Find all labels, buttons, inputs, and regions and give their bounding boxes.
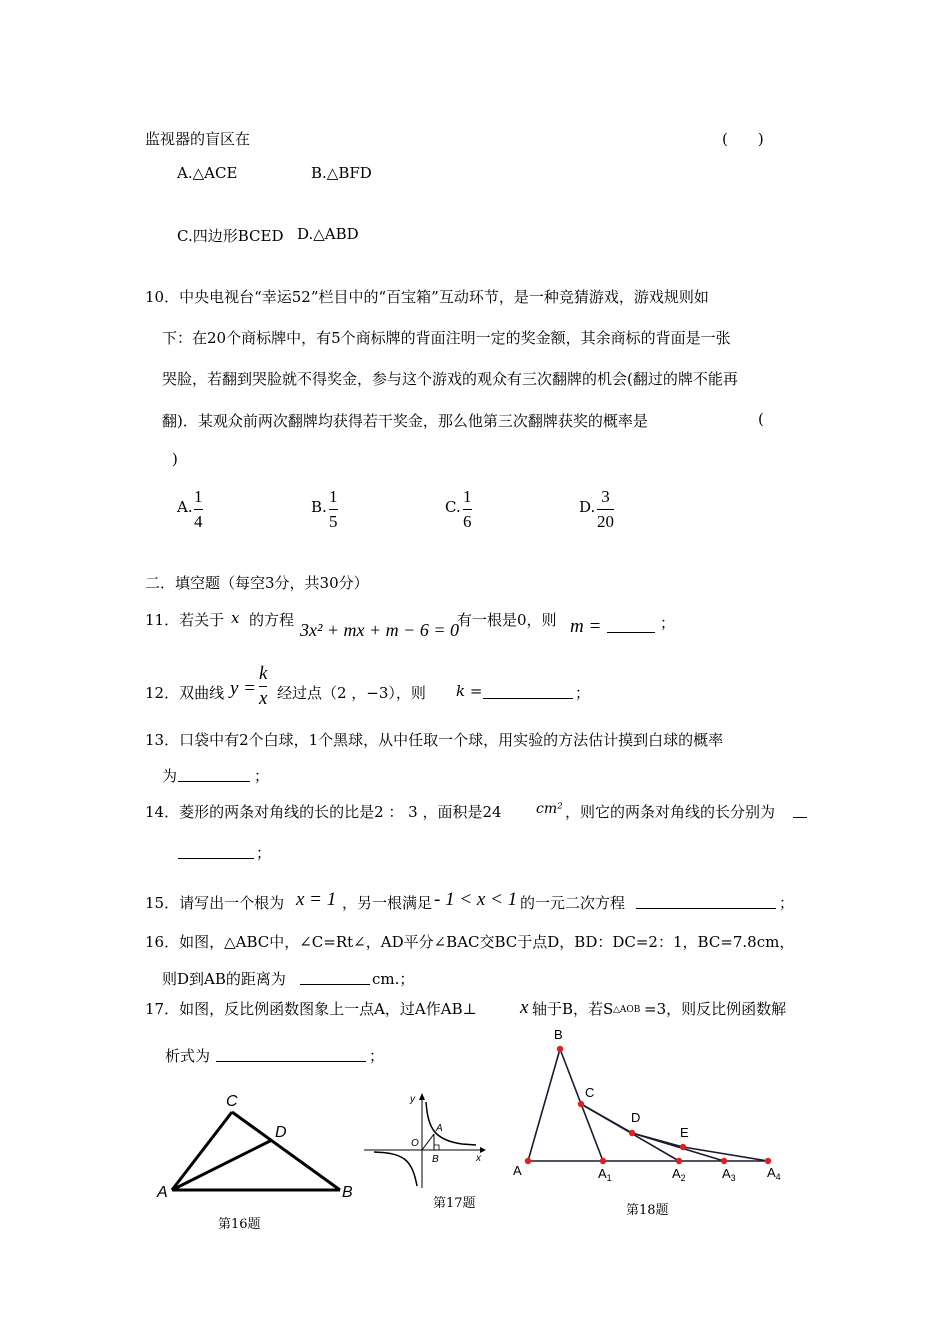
q10-option-c-label: C. [445,498,461,516]
q14-blank-start[interactable] [793,816,807,818]
q12-middle: 经过点（2 ，−3），则 [277,684,426,702]
q17-line1c: =3，则反比例函数解 [644,1000,787,1018]
label-c: C [226,1093,238,1110]
q16-line1: 16．如图，△ABC中，∠C=Rt∠，AD平分∠BAC交BC于点D，BD：DC=2：1，BC=7.8cm， [145,933,795,951]
q17-var: x [520,997,529,1018]
right-angle-mark [434,1145,439,1150]
hyperbola-branch-2 [374,1152,417,1186]
label-o: O [411,1138,419,1149]
figure-18 [505,1022,795,1192]
q10-option-b-fraction [329,487,338,532]
q16-answer-blank[interactable] [300,983,370,985]
label-x: x [476,1153,481,1164]
q11-answer-blank[interactable] [607,631,655,633]
label-d: D [275,1124,287,1141]
q13-answer-blank[interactable] [178,780,250,782]
segment-ad [172,1140,272,1190]
q11-end: ； [660,614,676,632]
q9-paren: ( ) [722,130,764,148]
figure-16-caption: 第16题 [218,1217,261,1232]
q9-stem: 监视器的盲区在 [145,130,251,148]
q14-answer-blank[interactable] [178,857,254,859]
q10-option-b-label: B. [311,498,327,516]
point-b [557,1046,563,1052]
fraction-numerator: 3 [601,487,610,506]
q9-option-a: A.△ACE [177,164,238,182]
figure-17 [362,1088,487,1193]
q12-y-eq: y = [230,678,257,699]
q15-root: x = 1 [296,889,337,910]
q9-option-c: C.四边形BCED [177,227,284,245]
figure-16 [150,1085,370,1230]
q12-end: ； [575,684,591,702]
q15-range: - 1 < x < 1 [434,889,518,910]
segment-cd [581,1104,632,1133]
fraction-numerator: 1 [463,487,472,506]
q14-unit: cm² [536,801,563,817]
q17-answer-blank[interactable] [216,1060,366,1062]
fraction-denominator: 5 [329,512,338,531]
q11-equation: 3x² + mx + m − 6 = 0 [300,620,459,640]
label-a: A [157,1184,168,1201]
q15-answer-blank[interactable] [636,907,776,909]
q12-prefix: 12．双曲线 [145,684,225,702]
q10-line3: 哭脸，若翻到哭脸就不得奖金，参与这个游戏的观众有三次翻牌的机会(翻过的牌不能再 [162,370,738,388]
q10-option-a-label: A. [177,498,193,516]
q17-line1: 17．如图，反比例函数图象上一点A，过A作AB⊥ [145,1000,477,1018]
fraction-denominator: x [259,688,268,709]
label-a: A [513,1163,522,1178]
fraction-denominator: 4 [194,512,203,531]
q17-line2: 析式为 [165,1047,211,1065]
q10-option-c-fraction [463,487,472,532]
label-y: y [410,1094,415,1105]
q12-answer-blank[interactable] [483,697,573,699]
q10-option-d-fraction [597,487,614,532]
point-a1 [600,1158,606,1164]
q17-sub: △AOB [613,1005,641,1015]
q13-end: ； [254,767,270,785]
label-b: B [342,1184,353,1201]
fraction-denominator: 6 [463,512,472,531]
label-b: B [554,1027,563,1042]
q11-prefix: 11．若关于 [145,611,225,629]
q10-line1: 10．中央电视台“幸运52”栏目中的“百宝箱”互动环节，是一种竞猜游戏，游戏规则如 [145,288,709,306]
label-c: C [585,1085,595,1100]
q17-end: ； [369,1047,385,1065]
q16-end: cm.； [372,970,415,988]
figure-18-points [525,1046,771,1164]
fraction-denominator: 20 [597,512,614,531]
y-axis-arrow-icon [419,1093,425,1100]
label-a3: $A_3$ [722,1166,736,1183]
label-d: D [631,1110,641,1125]
point-a3 [721,1158,727,1164]
q15-prefix: 15．请写出一个根为 [145,894,285,912]
q10-paren-close: ) [172,450,178,468]
q10-line4: 翻)．某观众前两次翻牌均获得若干奖金，那么他第三次翻牌获奖的概率是 [162,412,648,430]
q9-option-b: B.△BFD [311,164,372,182]
q14-line1b: ，则它的两条对角线的长分别为 [565,803,776,821]
q10-option-a-fraction [194,487,203,532]
q11-after: 有一根是0，则 [457,611,557,629]
section-title: 二．填空题（每空3分，共30分） [145,574,369,592]
segment-ab [528,1049,560,1161]
q14-line1: 14．菱形的两条对角线的长的比是2 ： 3 ，面积是24 [145,803,502,821]
label-b: B [432,1154,439,1165]
point-d [629,1130,635,1136]
figure-18-caption: 第18题 [626,1203,669,1218]
q13-line2: 为 [162,767,178,785]
label-a2: $A_2$ [672,1166,686,1183]
q11-var: x [231,609,240,627]
point-a2 [676,1158,682,1164]
point-e [680,1144,686,1150]
q11-m-eq: m = [570,616,602,637]
fraction-numerator: 1 [329,487,338,506]
q10-option-d-label: D. [579,498,596,516]
segment-ac [172,1112,232,1190]
q15-end: ； [779,894,795,912]
point-a [525,1158,531,1164]
point-c [578,1101,584,1107]
q10-line2: 下：在20个商标牌中，有5个商标牌的背面注明一定的奖金额，其余商标的背面是一张 [162,329,731,347]
q12-k-eq: k = [456,682,483,700]
q17-line1b: 轴于B，若S [532,1000,614,1018]
segment-oa [422,1134,434,1150]
q14-end: ； [256,844,272,862]
label-a4: $A_4$ [767,1165,781,1182]
q12-fraction [259,664,267,709]
fraction-numerator: 1 [194,487,203,506]
q13-line1: 13．口袋中有2个白球，1个黑球，从中任取一个球，用实验的方法估计摸到白球的概率 [145,731,724,749]
point-a4 [765,1158,771,1164]
fraction-numerator: k [259,663,268,684]
segment-de [632,1133,683,1147]
label-a1: $A_1$ [598,1166,612,1183]
label-a: A [436,1123,443,1134]
q10-paren-open: ( [758,410,764,428]
q11-middle: 的方程 [249,611,295,629]
q16-line2: 则D到AB的距离为 [162,970,286,988]
figure-18-lines [528,1049,768,1161]
q15-middle: ，另一根满足 [342,894,433,912]
q15-after: 的一元二次方程 [520,894,626,912]
label-e: E [680,1125,689,1140]
figure-17-caption: 第17题 [433,1196,476,1211]
q9-option-d: D.△ABD [297,225,359,243]
